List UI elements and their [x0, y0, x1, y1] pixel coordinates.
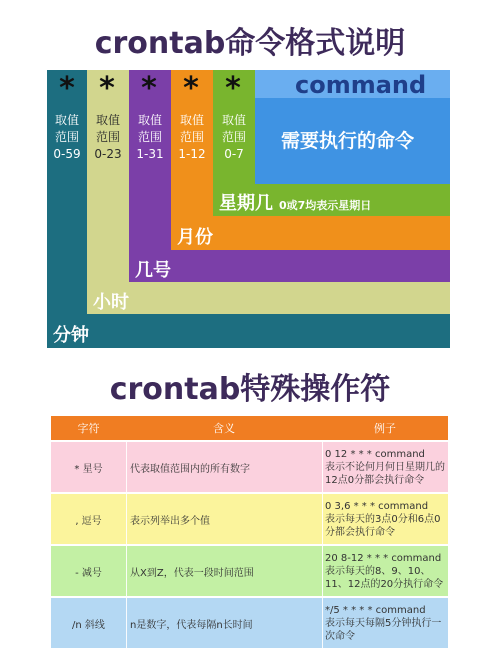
- table-row: [51, 546, 448, 596]
- row-example: 0 12 * * * command 表示不论何月何日星期几的12点0分都会执行命令: [325, 448, 445, 486]
- row-meaning: n是数字，代表每隔n长时间: [130, 619, 253, 631]
- day-label: 几号: [135, 260, 171, 281]
- hour-range: 取值 范围 0-23: [94, 113, 122, 161]
- row-symbol: , 逗号: [75, 515, 102, 527]
- table-row: [51, 494, 448, 544]
- weekday-label-text: 星期几: [219, 193, 273, 214]
- header-meaning: 含义: [213, 422, 235, 435]
- table-header: [51, 416, 448, 440]
- minute-star: *: [59, 71, 75, 106]
- weekday-label: [219, 189, 371, 215]
- day-star: *: [141, 71, 157, 106]
- header-example: 例子: [374, 421, 396, 435]
- header-symbol: 字符: [77, 422, 100, 435]
- weekday-note: 0或7均表示星期日: [279, 199, 372, 212]
- month-star: *: [183, 71, 199, 106]
- table-row: [51, 442, 448, 492]
- weekday-range: 取值 范围 0-7: [221, 113, 246, 161]
- command-desc: 需要执行的命令: [281, 130, 415, 152]
- table-row: [51, 598, 448, 648]
- month-range: 取值 范围 1-12: [178, 113, 206, 161]
- minute-range: 取值 范围 0-59: [53, 113, 81, 161]
- minute-label: 分钟: [53, 325, 89, 346]
- day-range: 取值 范围 1-31: [136, 113, 164, 161]
- row-meaning: 表示列举出多个值: [130, 515, 210, 527]
- hour-star: *: [99, 71, 115, 106]
- row-symbol: * 星号: [74, 463, 103, 475]
- row-example: */5 * * * * command 表示每天每隔5分钟执行一次命令: [325, 604, 442, 642]
- crontab-format-diagram: [47, 70, 450, 348]
- row-meaning: 代表取值范围内的所有数字: [130, 463, 250, 475]
- row-symbol: /n 斜线: [72, 619, 105, 631]
- row-meaning: 从X到Z，代表一段时间范围: [130, 567, 254, 579]
- section-title: crontab特殊操作符: [109, 372, 391, 407]
- command-label: command: [295, 71, 427, 99]
- hour-label: 小时: [93, 292, 129, 313]
- month-label: 月份: [177, 227, 213, 248]
- row-example: 0 3,6 * * * command 表示每天的3点0分和6点0分都会执行命令: [325, 500, 441, 538]
- row-symbol: - 减号: [75, 567, 102, 579]
- page-title: crontab命令格式说明: [94, 26, 406, 61]
- row-example: 20 8-12 * * * command 表示每天的8、9、10、11、12点的20分执行命令: [325, 552, 444, 590]
- weekday-star: *: [225, 71, 241, 106]
